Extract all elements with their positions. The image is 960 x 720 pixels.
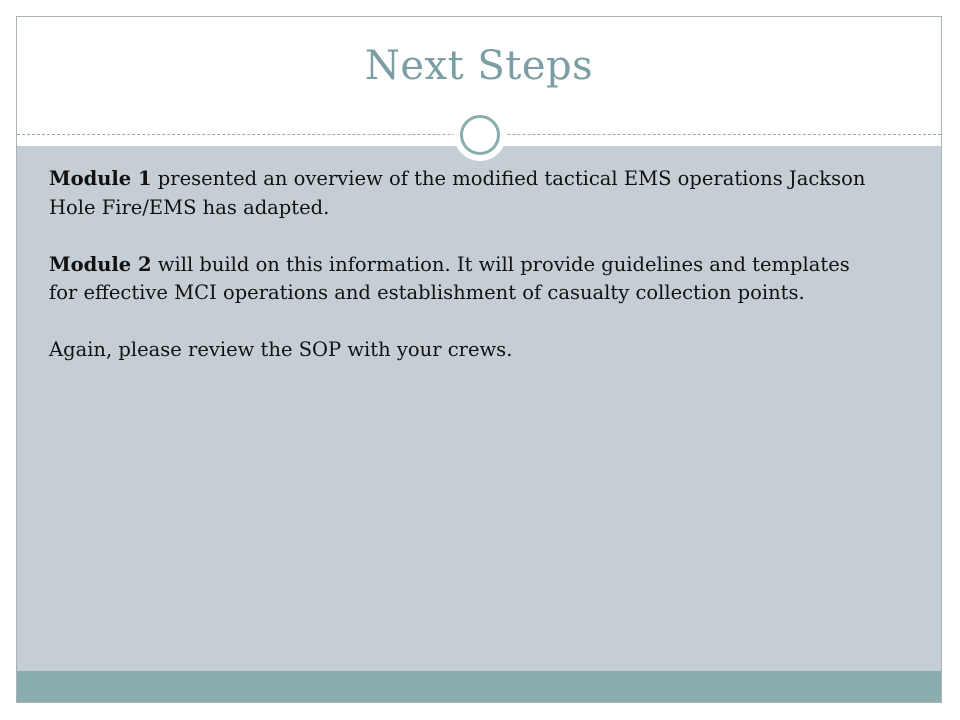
footer-band: [17, 671, 941, 703]
slide-title: Next Steps: [364, 43, 594, 89]
paragraph-module-1: [49, 165, 869, 222]
paragraph-bold: Module 1: [49, 167, 152, 190]
ring-inner: [460, 115, 500, 155]
paragraph-review-sop: [49, 336, 869, 365]
paragraph-text: Again, please review the SOP with your crews.: [49, 338, 513, 361]
body-text: [49, 165, 869, 393]
paragraph-text: will build on this information. It will provide guidelines and templates for effective MCI operations and establishment of casualty collection points.: [49, 252, 850, 304]
paragraph-module-2: [49, 251, 869, 308]
ring-icon: [454, 109, 506, 161]
paragraph-text: presented an overview of the modified tactical EMS operations Jackson Hole Fire/EMS has adapted.: [49, 167, 866, 219]
paragraph-bold: Module 2: [49, 252, 152, 276]
